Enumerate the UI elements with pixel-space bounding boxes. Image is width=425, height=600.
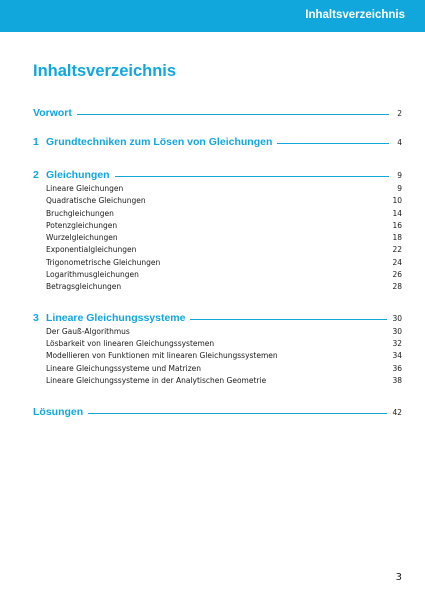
toc-entry-vorwort[interactable] bbox=[33, 105, 402, 121]
toc-page-number: 9 bbox=[397, 184, 402, 193]
toc-subentry[interactable] bbox=[33, 338, 402, 350]
toc-subentry[interactable] bbox=[33, 350, 402, 362]
toc-subentry-title: Bruchgleichungen bbox=[46, 208, 114, 218]
toc-subentry[interactable] bbox=[33, 375, 402, 387]
toc-leader-line bbox=[88, 413, 387, 414]
header-title: Inhaltsverzeichnis bbox=[305, 9, 405, 21]
toc-page-number: 38 bbox=[392, 375, 402, 385]
chapter-title: Lineare Gleichungssysteme bbox=[46, 311, 186, 324]
table-of-contents bbox=[33, 105, 402, 420]
toc-subentry[interactable] bbox=[33, 183, 402, 195]
toc-subentry-title: Lineare Gleichungssysteme in der Analytischen Geometrie bbox=[46, 375, 267, 385]
toc-subentry[interactable] bbox=[33, 326, 402, 338]
toc-entry-chapter-2[interactable] bbox=[33, 167, 402, 183]
toc-entry-title: Vorwort bbox=[33, 107, 72, 119]
toc-page-number: 22 bbox=[392, 245, 402, 255]
toc-subentry-title: Wurzelgleichungen bbox=[46, 233, 118, 243]
chapter-number: 3 bbox=[33, 311, 39, 324]
toc-entry-loesungen[interactable] bbox=[33, 404, 402, 420]
toc-subentry[interactable] bbox=[33, 257, 402, 269]
toc-subentry[interactable] bbox=[33, 244, 402, 256]
toc-page-number: 9 bbox=[397, 171, 402, 180]
toc-subentry-title: Potenzgleichungen bbox=[46, 220, 118, 230]
toc-subentry-title: Modellieren von Funktionen mit linearen Gleichungssystemen bbox=[46, 351, 278, 361]
chapter-title: Gleichungen bbox=[46, 169, 110, 181]
header-bar bbox=[0, 0, 425, 32]
toc-subentry[interactable] bbox=[33, 281, 402, 293]
toc-subentry-title: Der Gauß-Algorithmus bbox=[46, 326, 130, 336]
toc-page-number: 30 bbox=[392, 326, 402, 336]
toc-subentry[interactable] bbox=[33, 232, 402, 244]
toc-subentry-title: Betragsgleichungen bbox=[46, 282, 122, 292]
chapter-number: 1 bbox=[33, 136, 39, 148]
toc-page-number: 16 bbox=[392, 220, 402, 230]
toc-page-number: 14 bbox=[392, 208, 402, 218]
toc-subentry-title: Trigonometrische Gleichungen bbox=[46, 257, 161, 267]
toc-subentry[interactable] bbox=[33, 363, 402, 375]
toc-subentry-title: Lineare Gleichungen bbox=[46, 184, 124, 193]
toc-page-number: 30 bbox=[392, 313, 402, 323]
toc-page-number: 34 bbox=[392, 351, 402, 361]
toc-leader-line bbox=[277, 143, 389, 144]
toc-subentry-title: Lösbarkeit von linearen Gleichungssystemen bbox=[46, 338, 215, 348]
toc-entry-title bbox=[33, 167, 110, 183]
toc-subentry[interactable] bbox=[33, 269, 402, 281]
toc-subentry-title: Logarithmusgleichungen bbox=[46, 270, 139, 280]
toc-entry-chapter-1[interactable] bbox=[33, 134, 402, 150]
toc-page-number: 2 bbox=[397, 109, 402, 118]
toc-page-number: 4 bbox=[397, 138, 402, 147]
page-number: 3 bbox=[395, 572, 402, 583]
toc-leader-line bbox=[115, 176, 389, 177]
toc-page-number: 18 bbox=[392, 233, 402, 243]
toc-page-number: 10 bbox=[392, 196, 402, 206]
page-title: Inhaltsverzeichnis bbox=[33, 62, 177, 80]
toc-subentry-title: Lineare Gleichungssysteme und Matrizen bbox=[46, 363, 202, 373]
toc-subentry[interactable] bbox=[33, 220, 402, 232]
toc-entry-chapter-3[interactable] bbox=[33, 310, 402, 326]
toc-leader-line bbox=[77, 114, 389, 115]
toc-page-number: 24 bbox=[392, 257, 402, 267]
toc-entry-title: Lösungen bbox=[33, 406, 84, 419]
chapter-title: Grundtechniken zum Lösen von Gleichungen bbox=[46, 136, 273, 148]
toc-leader-line bbox=[190, 319, 387, 320]
toc-page-number: 36 bbox=[392, 363, 402, 373]
toc-subentry-title: Exponentialgleichungen bbox=[46, 245, 137, 255]
toc-subentry-title: Quadratische Gleichungen bbox=[46, 196, 146, 206]
toc-page-number: 26 bbox=[392, 270, 402, 280]
toc-entry-title bbox=[33, 310, 185, 326]
toc-subentry[interactable] bbox=[33, 195, 402, 207]
toc-subentry[interactable] bbox=[33, 208, 402, 220]
toc-page-number: 32 bbox=[392, 338, 402, 348]
toc-entry-title bbox=[33, 134, 272, 150]
toc-page-number: 28 bbox=[392, 282, 402, 292]
toc-page-number: 42 bbox=[392, 408, 402, 418]
chapter-number: 2 bbox=[33, 169, 39, 181]
